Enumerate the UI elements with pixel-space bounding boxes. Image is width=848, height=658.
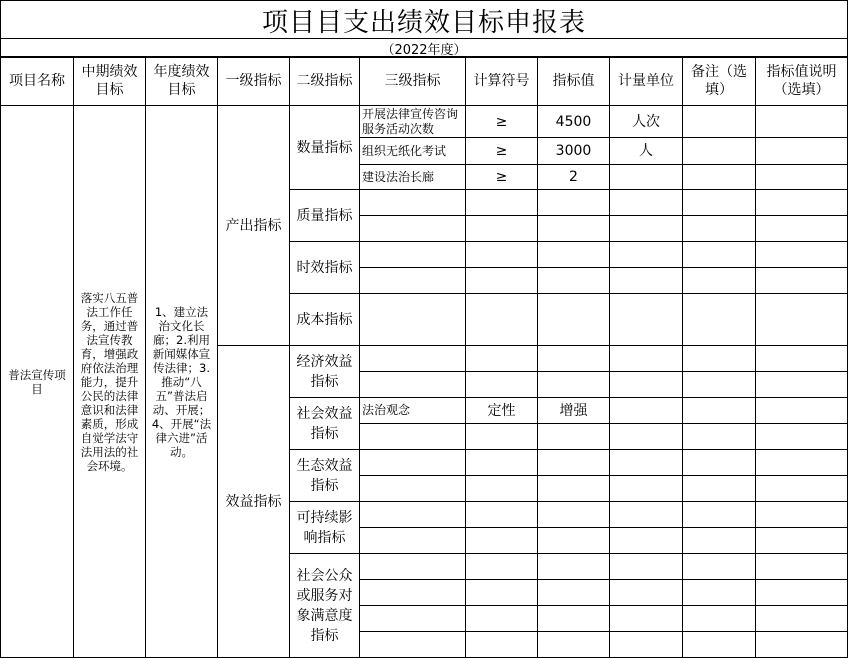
value-cell: 增强: [538, 398, 610, 424]
header-level2: 二级指标: [290, 57, 360, 106]
annual-goal-cell: 1、建立法治文化长廊；2.利用新闻媒体宣传法律；3.推动“八五”普法启动、开展；4、开展“法律六进”活动。: [146, 106, 218, 658]
level3-cell: 建设法治长廊: [360, 165, 466, 190]
header-annual-goal: 年度绩效目标: [146, 57, 218, 106]
level2-ecological: 生态效益指标: [290, 450, 360, 502]
level2-economic: 经济效益指标: [290, 346, 360, 398]
level2-social: 社会效益指标: [290, 398, 360, 450]
value-note-cell: [756, 138, 848, 165]
level2-sustainable: 可持续影响指标: [290, 502, 360, 554]
level1-output: 产出指标: [218, 106, 290, 346]
page-title: 项目目支出绩效目标申报表: [0, 0, 848, 39]
level2-quality: 质量指标: [290, 190, 360, 242]
unit-cell: 人次: [610, 106, 683, 138]
header-row: [1, 57, 848, 106]
header-project-name: 项目名称: [1, 57, 74, 106]
project-name-cell: 普法宣传项目: [1, 106, 74, 658]
operator-cell: ≥: [466, 138, 538, 165]
operator-cell: 定性: [466, 398, 538, 424]
mid-goal-cell: 落实八五普法工作任务，通过普法宣传教育，增强政府依法治理能力，提升公民的法律意识和法律素质，形成自觉学法守法用法的社会环境。: [74, 106, 146, 658]
header-value-note: 指标值说明（选填）: [756, 57, 848, 106]
header-unit: 计量单位: [610, 57, 683, 106]
value-cell: 3000: [538, 138, 610, 165]
table-row: [1, 106, 848, 138]
level2-satisfaction: 社会公众或服务对象满意度指标: [290, 554, 360, 658]
remark-cell: [683, 106, 756, 138]
level2-timeliness: 时效指标: [290, 242, 360, 294]
performance-table: [0, 56, 848, 658]
header-operator: 计算符号: [466, 57, 538, 106]
level2-quantity: 数量指标: [290, 106, 360, 190]
value-note-cell: [756, 165, 848, 190]
level1-benefit: 效益指标: [218, 346, 290, 658]
unit-cell: [610, 165, 683, 190]
remark-cell: [683, 138, 756, 165]
operator-cell: ≥: [466, 106, 538, 138]
level2-cost: 成本指标: [290, 294, 360, 346]
operator-cell: ≥: [466, 165, 538, 190]
value-note-cell: [756, 106, 848, 138]
value-note-cell: [756, 398, 848, 424]
value-cell: 4500: [538, 106, 610, 138]
year-label: （2022年度）: [0, 38, 848, 58]
unit-cell: 人: [610, 138, 683, 165]
header-remark: 备注（选填）: [683, 57, 756, 106]
unit-cell: [610, 398, 683, 424]
remark-cell: [683, 165, 756, 190]
level3-cell: 组织无纸化考试: [360, 138, 466, 165]
header-value: 指标值: [538, 57, 610, 106]
header-level1: 一级指标: [218, 57, 290, 106]
header-mid-goal: 中期绩效目标: [74, 57, 146, 106]
value-cell: 2: [538, 165, 610, 190]
level3-cell: 开展法律宣传咨询服务活动次数: [360, 106, 466, 138]
header-level3: 三级指标: [360, 57, 466, 106]
remark-cell: [683, 398, 756, 424]
level3-cell: 法治观念: [360, 398, 466, 424]
